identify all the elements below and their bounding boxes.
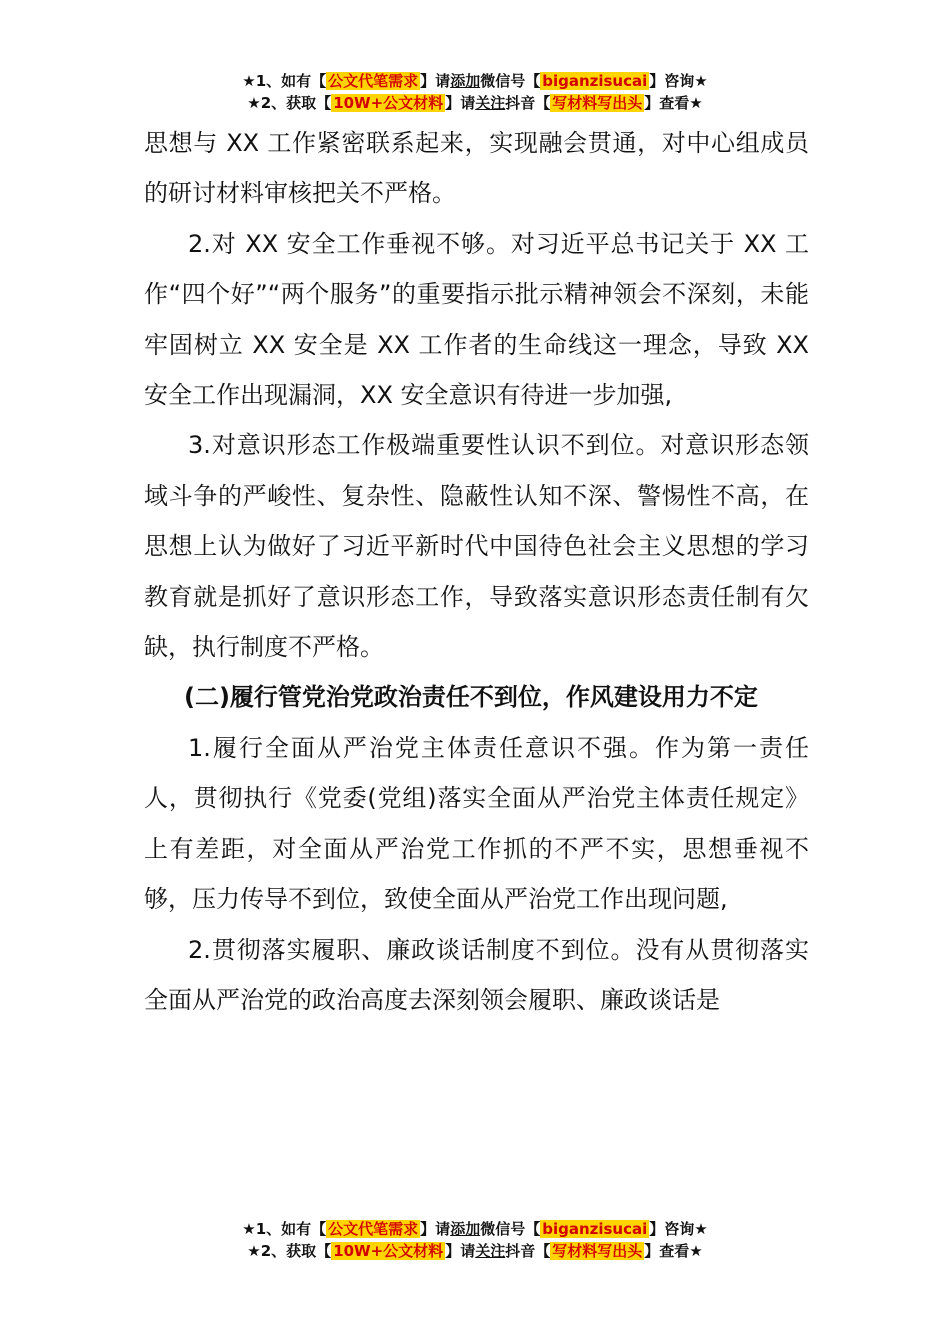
paragraph-item-3: 3.对意识形态工作极端重要性认识不到位。对意识形态领域斗争的严峻性、复杂性、隐蔽性认知不深、警惕性不高，在思想上认为做好了习近平新时代中国待色社会主义思想的学习教育就是抓好了意识形态工作，导致落实意识形态责任制有欠缺，执行制度不严格。 bbox=[144, 431, 809, 662]
highlight-wechat-id: biganzisucai bbox=[542, 72, 648, 90]
banner-line-2: ★2、获取【 10W+公文材料 】请关注抖音【 写材料写出头 】查看★ bbox=[247, 94, 703, 112]
highlight-materials: 10W+公文材料 bbox=[333, 1242, 444, 1260]
banner-line-1: ★1、如有【 公文代笔需求 】请添加微信号【 biganzisucai 】咨询★ bbox=[242, 72, 708, 90]
banner-line-2: ★2、获取【 10W+公文材料 】请关注抖音【 写材料写出头 】查看★ bbox=[247, 1242, 703, 1260]
paragraph-continued: 思想与 XX 工作紧密联系起来，实现融会贯通，对中心组成员的研讨材料审核把关不严格。 bbox=[144, 129, 809, 208]
highlight-ghostwriting: 公文代笔需求 bbox=[328, 1220, 419, 1238]
banner-line-1: ★1、如有【 公文代笔需求 】请添加微信号【 biganzisucai 】咨询★ bbox=[242, 1220, 708, 1238]
section-heading-2: (二)履行管党治党政治责任不到位，作风建设用力不定 bbox=[184, 683, 758, 712]
paragraph-section2-item-2: 2.贯彻落实履职、廉政谈话制度不到位。没有从贯彻落实全面从严治党的政治高度去深刻领会履职、廉政谈话是 bbox=[144, 935, 809, 1014]
top-banner bbox=[0, 70, 950, 114]
highlight-materials: 10W+公文材料 bbox=[333, 94, 444, 112]
paragraph-section2-item-1: 1.履行全面从严治党主体责任意识不强。作为第一责任人，贯彻执行《党委(党组)落实全面从严治党主体责任规定》上有差距，对全面从严治党工作抓的不严不实，思想垂视不够，压力传导不到位，致使全面从严治党工作出现问题, bbox=[144, 733, 809, 914]
highlight-douyin-account: 写材料写出头 bbox=[552, 94, 643, 112]
paragraph-item-2: 2.对 XX 安全工作垂视不够。对习近平总书记关于 XX 工作“四个好”“两个服务”的重要指示批示精神领会不深刻，未能牢固树立 XX 安全是 XX 工作者的生命线这一理念，导致 XX 安全工作出现漏洞，XX 安全意识有待进一步加强, bbox=[144, 229, 809, 410]
highlight-wechat-id: biganzisucai bbox=[542, 1220, 648, 1238]
document-body bbox=[144, 118, 809, 1025]
highlight-douyin-account: 写材料写出头 bbox=[552, 1242, 643, 1260]
highlight-ghostwriting: 公文代笔需求 bbox=[328, 72, 419, 90]
bottom-banner bbox=[0, 1218, 950, 1262]
